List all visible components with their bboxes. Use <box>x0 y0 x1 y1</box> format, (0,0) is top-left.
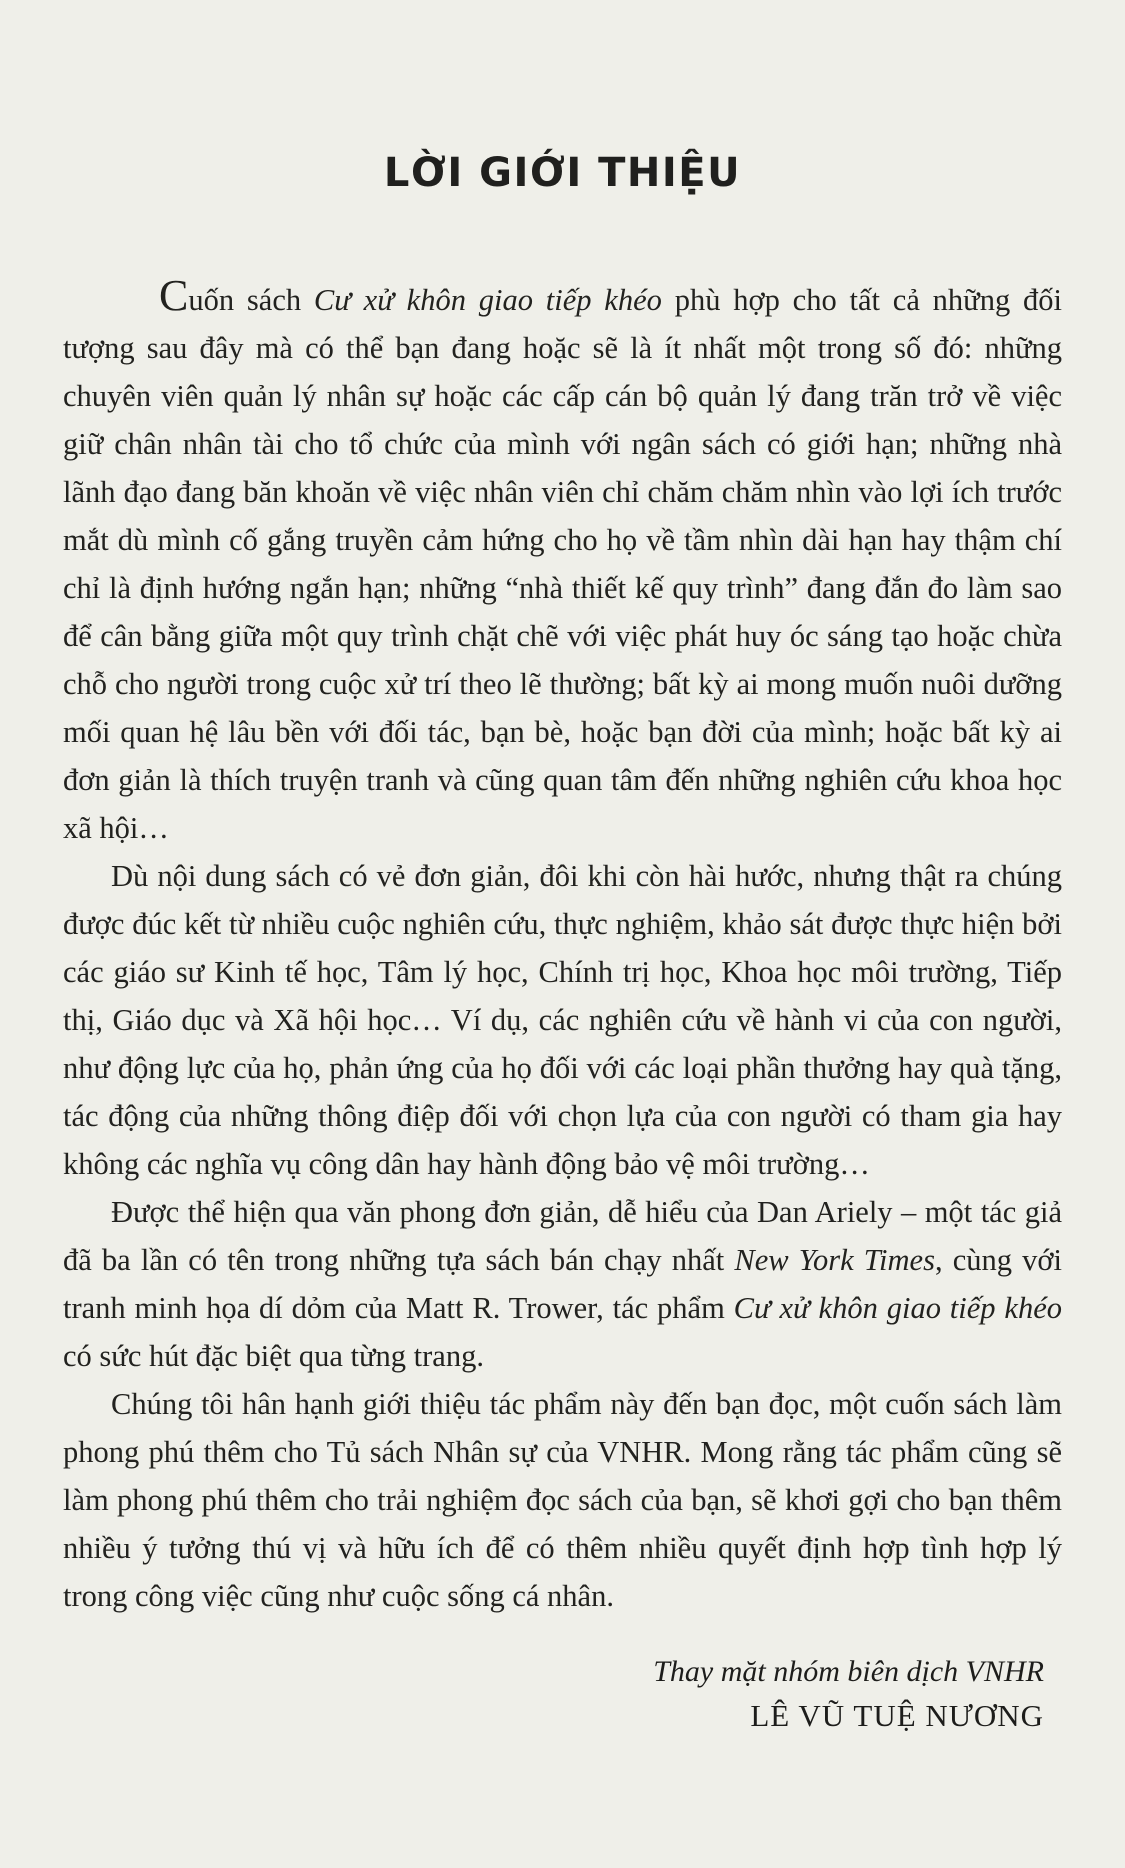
page-content <box>63 0 1062 1738</box>
paragraph-closing: Chúng tôi hân hạnh giới thiệu tác phẩm này đến bạn đọc, một cuốn sách làm phong phú thêm cho Tủ sách Nhân sự của VNHR. Mong rằng tác phẩm cũng sẽ làm phong phú thêm cho trải nghiệm đọc sách của bạn, sẽ khơi gợi cho bạn thêm nhiều ý tưởng thú vị và hữu ích để có thêm nhiều quyết định hợp tình hợp lý trong công việc cũng như cuộc sống cá nhân. <box>63 1387 1062 1613</box>
author-text-1: Được thể hiện qua văn phong đơn giản, dễ hiểu của Dan Ariely – một tác giả đã ba lần có tên trong những tựa sách bán chạy nhất <box>63 1195 1062 1277</box>
book-title-italic: Cư xử khôn giao tiếp khéo <box>313 283 662 317</box>
body-copy <box>63 271 1063 1738</box>
author-text-2: , cùng với tranh minh họa dí dỏm của Matt R. Trower, tác phẩm <box>63 1243 1063 1325</box>
book-title-italic-2: Cư xử khôn giao tiếp khéo <box>733 1291 1062 1325</box>
page-title: LỜI GIỚI THIỆU <box>383 150 742 196</box>
nyt-italic: New York Times <box>734 1243 935 1277</box>
paragraph-research: Dù nội dung sách có vẻ đơn giản, đôi khi còn hài hước, nhưng thật ra chúng được đúc kết từ nhiều cuộc nghiên cứu, thực nghiệm, khảo sát được thực hiện bởi các giáo sư Kinh tế học, Tâm lý học, Chính trị học, Khoa học môi trường, Tiếp thị, Giáo dục và Xã hội học… Ví dụ, các nghiên cứu về hành vi của con người, như động lực của họ, phản ứng của họ đối với các loại phần thưởng hay quà tặng, tác động của những thông điệp đối với chọn lựa của con người có tham gia hay không các nghĩa vụ công dân hay hành động bảo vệ môi trường… <box>63 859 1062 1181</box>
paragraph-author <box>63 1188 1062 1380</box>
signature-role: Thay mặt nhóm biên dịch VNHR <box>653 1655 1044 1688</box>
paragraph-lead: uốn sách <box>188 283 314 317</box>
paragraph-rest: phù hợp cho tất cả những đối tượng sau đây mà có thể bạn đang hoặc sẽ là ít nhất một trong số đó: những chuyên viên quản lý nhân sự hoặc các cấp cán bộ quản lý đang trăn trở về việc giữ chân nhân tài cho tổ chức của mình với ngân sách có giới hạn; những nhà lãnh đạo đang băn khoăn về việc nhân viên chỉ chăm chăm nhìn vào lợi ích trước mắt dù mình cố gắng truyền cảm hứng cho họ về tầm nhìn dài hạn hay thậm chí chỉ là định hướng ngắn hạn; những “nhà thiết kế quy trình” đang đắn đo làm sao để cân bằng giữa một quy trình chặt chẽ với việc phát huy óc sáng tạo hoặc chừa chỗ cho người trong cuộc xử trí theo lẽ thường; bất kỳ ai mong muốn nuôi dưỡng mối quan hệ lâu bền với đối tác, bạn bè, hoặc bạn đời của mình; hoặc bất kỳ ai đơn giản là thích truyện tranh và cũng quan tâm đến những nghiên cứu khoa học xã hội… <box>63 283 1062 845</box>
signature-block <box>63 1650 1062 1738</box>
paragraph-intro <box>63 271 1062 852</box>
drop-cap: C <box>159 271 189 320</box>
author-text-3: có sức hút đặc biệt qua từng trang. <box>63 1339 484 1373</box>
signature-name: LÊ VŨ TUỆ NƯƠNG <box>750 1698 1044 1733</box>
